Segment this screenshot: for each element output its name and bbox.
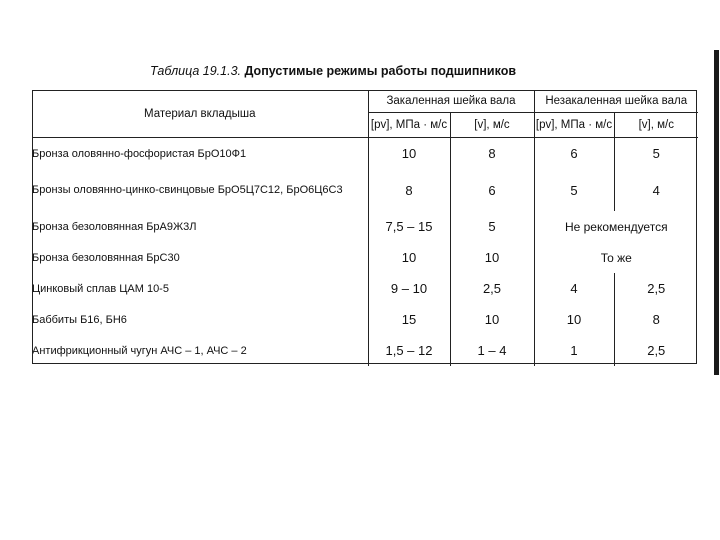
pv-hardened-cell: 15	[368, 304, 450, 335]
v-hardened-cell: 10	[450, 242, 534, 273]
bearing-modes-table	[32, 90, 698, 366]
pv-hardened-cell: 8	[368, 169, 450, 211]
pv-unhardened-cell: 10	[534, 304, 614, 335]
v-unhardened-cell: 2,5	[647, 343, 666, 358]
v-hardened-cell: 8	[450, 138, 534, 170]
v-hardened-cell: 6	[450, 169, 534, 211]
table-row	[32, 211, 698, 242]
table-row	[32, 273, 698, 304]
page-edge-bar	[714, 50, 719, 375]
table-title	[150, 64, 516, 78]
same-as-above-cell: То же	[600, 250, 632, 265]
v-hardened-cell: 1 – 4	[450, 335, 534, 366]
not-recommended-cell: Не рекомендуется	[564, 219, 668, 234]
pv-hardened-cell: 10	[368, 242, 450, 273]
v-hardened-cell: 10	[450, 304, 534, 335]
v-unhardened-cell: 8	[652, 312, 660, 327]
table-number: Таблица 19.1.3.	[150, 64, 242, 78]
v-hardened-cell: 2,5	[450, 273, 534, 304]
pv-hardened-cell: 10	[368, 138, 450, 170]
pv-unhardened-cell: 1	[534, 335, 614, 366]
material-cell: Бронзы оловянно-цинко-свинцовые БрО5Ц7С12, БрО6Ц6С3	[32, 169, 368, 211]
material-cell: Антифрикционный чугун АЧС – 1, АЧС – 2	[32, 335, 368, 366]
header-pv-hardened: [pv], МПа · м/с	[368, 113, 450, 138]
v-unhardened-cell: 5	[652, 146, 660, 161]
header-v-unhardened: [v], м/с	[614, 113, 698, 138]
header-v-hardened: [v], м/с	[450, 113, 534, 138]
material-cell: Цинковый сплав ЦАМ 10-5	[32, 273, 368, 304]
table-name: Допустимые режимы работы подшипников	[244, 64, 517, 78]
pv-unhardened-cell: 4	[534, 273, 614, 304]
header-hardened-journal: Закаленная шейка вала	[368, 90, 534, 113]
v-hardened-cell: 5	[450, 211, 534, 242]
table-row	[32, 138, 698, 170]
material-cell: Бронза безоловянная БрС30	[32, 242, 368, 273]
table-row	[32, 242, 698, 273]
pv-unhardened-cell: 6	[534, 138, 614, 170]
header-pv-unhardened: [pv], МПа · м/с	[534, 113, 614, 138]
pv-unhardened-cell: 5	[534, 169, 614, 211]
v-unhardened-cell: 4	[652, 182, 660, 198]
material-cell: Бронза оловянно-фосфористая БрО10Ф1	[32, 138, 368, 170]
material-cell: Баббиты Б16, БН6	[32, 304, 368, 335]
header-unhardened-journal: Незакаленная шейка вала	[534, 90, 698, 113]
material-cell: Бронза безоловянная БрА9Ж3Л	[32, 211, 368, 242]
v-unhardened-cell: 2,5	[647, 281, 666, 296]
pv-hardened-cell: 1,5 – 12	[368, 335, 450, 366]
table-row	[32, 335, 698, 366]
table-row	[32, 304, 698, 335]
header-material: Материал вкладыша	[32, 90, 368, 138]
pv-hardened-cell: 9 – 10	[368, 273, 450, 304]
pv-hardened-cell: 7,5 – 15	[368, 211, 450, 242]
table-row	[32, 169, 698, 211]
